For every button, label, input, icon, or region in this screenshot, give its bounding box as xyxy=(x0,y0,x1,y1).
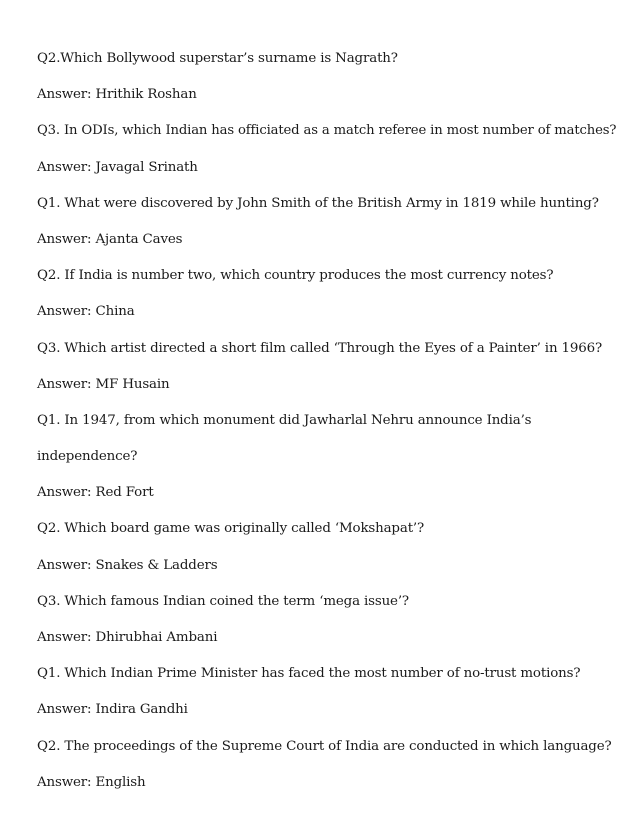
question-line: Q2.Which Bollywood superstar’s surname is Nagrath? xyxy=(37,51,398,66)
answer-line: Answer: Javagal Srinath xyxy=(37,159,198,175)
question-line: Q3. Which famous Indian coined the term ‘mega issue’? xyxy=(37,593,409,609)
question-line: Q2. The proceedings of the Supreme Court of India are conducted in which language? xyxy=(37,738,612,754)
answer-line: Answer: Red Fort xyxy=(37,485,154,501)
question-line: Q3. In ODIs, which Indian has officiated as a match referee in most number of matches? xyxy=(37,123,617,139)
answer-line: Answer: Hrithik Roshan xyxy=(37,87,197,103)
question-line: Q3. Which artist directed a short film called ‘Through the Eyes of a Painter’ in 1966? xyxy=(37,340,603,356)
question-line-continued: independence? xyxy=(37,449,138,465)
answer-line: Answer: China xyxy=(37,304,135,320)
answer-line: Answer: Dhirubhai Ambani xyxy=(37,630,218,645)
question-line: Q2. Which board game was originally called ‘Mokshapat’? xyxy=(37,521,425,537)
answer-line: Answer: English xyxy=(37,774,146,790)
answer-line: Answer: Snakes & Ladders xyxy=(37,557,218,573)
answer-line: Answer: Indira Gandhi xyxy=(37,702,188,718)
answer-line: Answer: MF Husain xyxy=(37,376,170,392)
question-line: Q1. What were discovered by John Smith of the British Army in 1819 while hunting? xyxy=(37,195,599,211)
answer-line: Answer: Ajanta Caves xyxy=(37,231,183,247)
question-line: Q2. If India is number two, which country produces the most currency notes? xyxy=(37,268,554,284)
question-line: Q1. Which Indian Prime Minister has faced the most number of no-trust motions? xyxy=(37,666,581,682)
qa-list xyxy=(37,46,622,806)
question-line: Q1. In 1947, from which monument did Jawharlal Nehru announce India’s xyxy=(37,412,532,428)
